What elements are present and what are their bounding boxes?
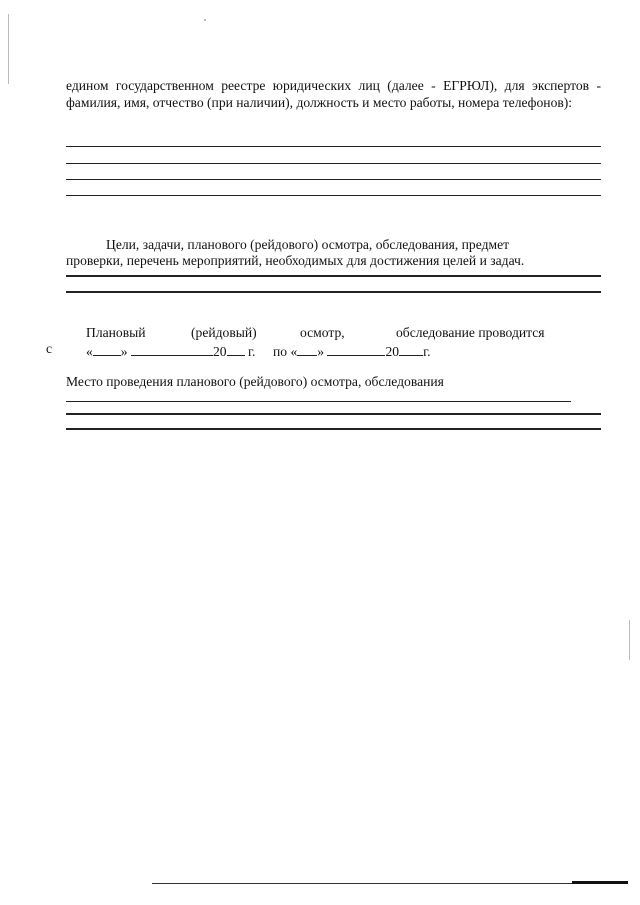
date-from-label: с (46, 341, 53, 356)
fill-line (66, 179, 601, 180)
goals-line-1: Цели, задачи, планового (рейдового) осмотра, обследования, предмет (106, 237, 510, 252)
schedule-word-inspection: осмотр, (300, 325, 345, 340)
year-prefix: 20 (213, 344, 227, 359)
fill-line (66, 428, 601, 430)
month-blank (327, 341, 385, 356)
close-quote: » (317, 344, 325, 359)
date-from-field (86, 341, 255, 360)
close-quote: » (120, 344, 128, 359)
to-label: по « (273, 344, 298, 359)
fill-line (66, 413, 601, 415)
goals-line-2: проверки, перечень мероприятий, необходимых для достижения целей и задач. (66, 253, 525, 268)
schedule-word-raid: (рейдовый) (191, 325, 257, 340)
bottom-rule-dark (572, 881, 628, 884)
open-quote: « (86, 344, 93, 359)
fill-line (66, 163, 601, 164)
fill-line (66, 146, 601, 147)
month-blank (131, 341, 213, 356)
scan-edge-mark (8, 14, 9, 84)
fill-line (66, 401, 571, 402)
day-blank (93, 341, 121, 356)
day-blank (297, 341, 317, 356)
fill-line (66, 275, 601, 277)
place-label: Место проведения планового (рейдового) осмотра, обследования (66, 374, 444, 389)
intro-paragraph: едином государственном реестре юридических лиц (далее - ЕГРЮЛ), для экспертов - фамилия, имя, отчество (при наличии), должность и место работы, номера телефонов): (66, 78, 601, 110)
fill-line (66, 195, 601, 196)
schedule-word-conducted: обследование проводится (396, 325, 545, 340)
date-to-field (273, 341, 431, 360)
year-suffix: г. (423, 344, 431, 359)
year-blank (399, 341, 423, 356)
year-suffix: г. (248, 344, 256, 359)
year-prefix: 20 (385, 344, 400, 359)
schedule-word-planned: Плановый (86, 325, 146, 340)
fill-line (66, 291, 601, 293)
bottom-rule (152, 883, 572, 884)
scan-edge-mark (629, 620, 630, 660)
scan-dot (204, 19, 206, 21)
year-blank (227, 341, 245, 356)
